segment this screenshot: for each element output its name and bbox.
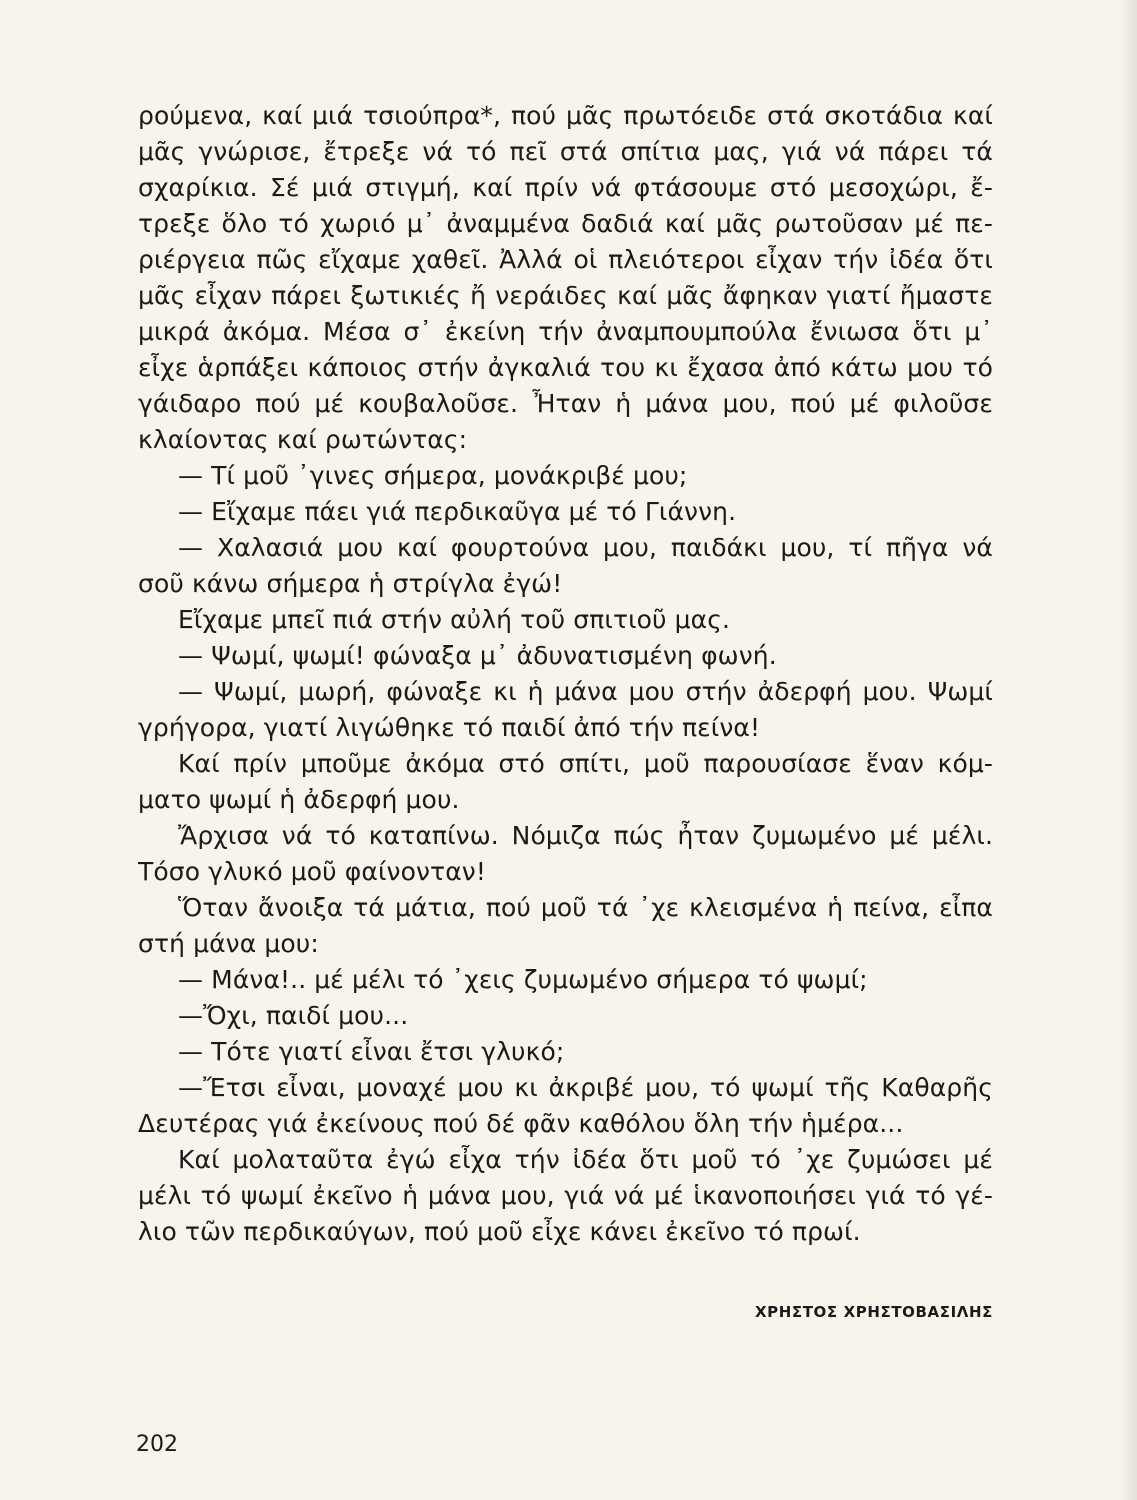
text-line: γάιδαρο πού μέ κουβαλοῦσε. Ἦταν ἡ μάνα μου, πού μέ φιλοῦσε: [138, 389, 993, 418]
text-line: — Ψωμί, ψωμί! φώναξα μ᾽ ἀδυνατισμένη φωνή.: [178, 641, 777, 670]
text-line: μέλι τό ψωμί ἐκεῖνο ἡ μάνα μου, γιά νά μέ ἱκανοποιήσει γιά τό γέ-: [138, 1181, 993, 1210]
page-number: 202: [136, 1432, 178, 1457]
text-line: στή μάνα μου:: [138, 929, 319, 958]
text-line: κλαίοντας καί ρωτώντας:: [138, 425, 468, 454]
text-line: — Εἴχαμε πάει γιά περδικαῦγα μέ τό Γιάννη.: [178, 497, 737, 526]
text-line: ματο ψωμί ἡ ἀδερφή μου.: [138, 785, 460, 814]
story-text: [138, 98, 993, 1250]
text-line: γρήγορα, γιατί λιγώθηκε τό παιδί ἀπό τήν πείνα!: [138, 713, 761, 742]
text-line: εἶχε ἁρπάξει κάποιος στήν ἀγκαλιά του κι ἔχασα ἀπό κάτω μου τό: [138, 353, 993, 382]
text-line: Καί μολαταῦτα ἐγώ εἶχα τήν ἰδέα ὅτι μοῦ τό ᾽χε ζυμώσει μέ: [178, 1145, 993, 1174]
text-line: — Τότε γιατί εἶναι ἔτσι γλυκό;: [178, 1037, 565, 1066]
text-line: μᾶς γνώρισε, ἔτρεξε νά τό πεῖ στά σπίτια μας, γιά νά πάρει τά: [138, 137, 993, 166]
text-line: — Ψωμί, μωρή, φώναξε κι ἡ μάνα μου στήν ἀδερφή μου. Ψωμί: [178, 677, 993, 706]
text-line: ριέργεια πῶς εἴχαμε χαθεῖ. Ἀλλά οἱ πλειότεροι εἶχαν τήν ἰδέα ὅτι: [138, 245, 993, 274]
text-line: Τόσο γλυκό μοῦ φαίνονταν!: [138, 857, 486, 886]
text-line: Ὅταν ἄνοιξα τά μάτια, πού μοῦ τά ᾽χε κλεισμένα ἡ πείνα, εἶπα: [178, 893, 993, 922]
text-line: Εἴχαμε μπεῖ πιά στήν αὐλή τοῦ σπιτιοῦ μας.: [178, 605, 731, 634]
text-line: Καί πρίν μποῦμε ἀκόμα στό σπίτι, μοῦ παρουσίασε ἕναν κόμ-: [178, 749, 993, 778]
author-signature: ΧΡΗΣΤΟΣ ΧΡΗΣΤΟΒΑΣΙΛΗΣ: [754, 1303, 993, 1321]
text-line: σχαρίκια. Σέ μιά στιγμή, καί πρίν νά φτάσουμε στό μεσοχώρι, ἔ-: [138, 173, 993, 202]
text-line: — Μάνα!.. μέ μέλι τό ᾽χεις ζυμωμένο σήμερα τό ψωμί;: [178, 965, 868, 994]
text-line: Δευτέρας γιά ἐκείνους πού δέ φᾶν καθόλου ὅλη τήν ἡμέρα...: [138, 1109, 904, 1138]
text-line: σοῦ κάνω σήμερα ἡ στρίγλα ἐγώ!: [138, 569, 563, 598]
text-line: τρεξε ὅλο τό χωριό μ᾽ ἀναμμένα δαδιά καί μᾶς ρωτοῦσαν μέ πε-: [138, 209, 993, 238]
text-line: —Ἔτσι εἶναι, μοναχέ μου κι ἀκριβέ μου, τό ψωμί τῆς Καθαρῆς: [178, 1073, 993, 1102]
text-line: —Ὄχι, παιδί μου...: [178, 1001, 409, 1030]
text-line: μᾶς εἶχαν πάρει ξωτικιές ἤ νεράιδες καί μᾶς ἄφηκαν γιατί ἤμαστε: [138, 281, 993, 310]
text-line: μικρά ἀκόμα. Μέσα σ᾽ ἐκείνη τήν ἀναμπουμπούλα ἔνιωσα ὅτι μ᾽: [138, 317, 993, 346]
text-line: — Τί μοῦ ᾽γινες σήμερα, μονάκριβέ μου;: [178, 461, 688, 490]
text-line: — Χαλασιά μου καί φουρτούνα μου, παιδάκι μου, τί πῆγα νά: [178, 533, 993, 562]
text-line: Ἄρχισα νά τό καταπίνω. Νόμιζα πώς ἦταν ζυμωμένο μέ μέλι.: [178, 821, 993, 850]
text-line: ρούμενα, καί μιά τσιούπρα*, πού μᾶς πρωτόειδε στά σκοτάδια καί: [138, 101, 993, 130]
text-line: λιο τῶν περδικαύγων, πού μοῦ εἶχε κάνει ἐκεῖνο τό πρωί.: [138, 1217, 861, 1246]
